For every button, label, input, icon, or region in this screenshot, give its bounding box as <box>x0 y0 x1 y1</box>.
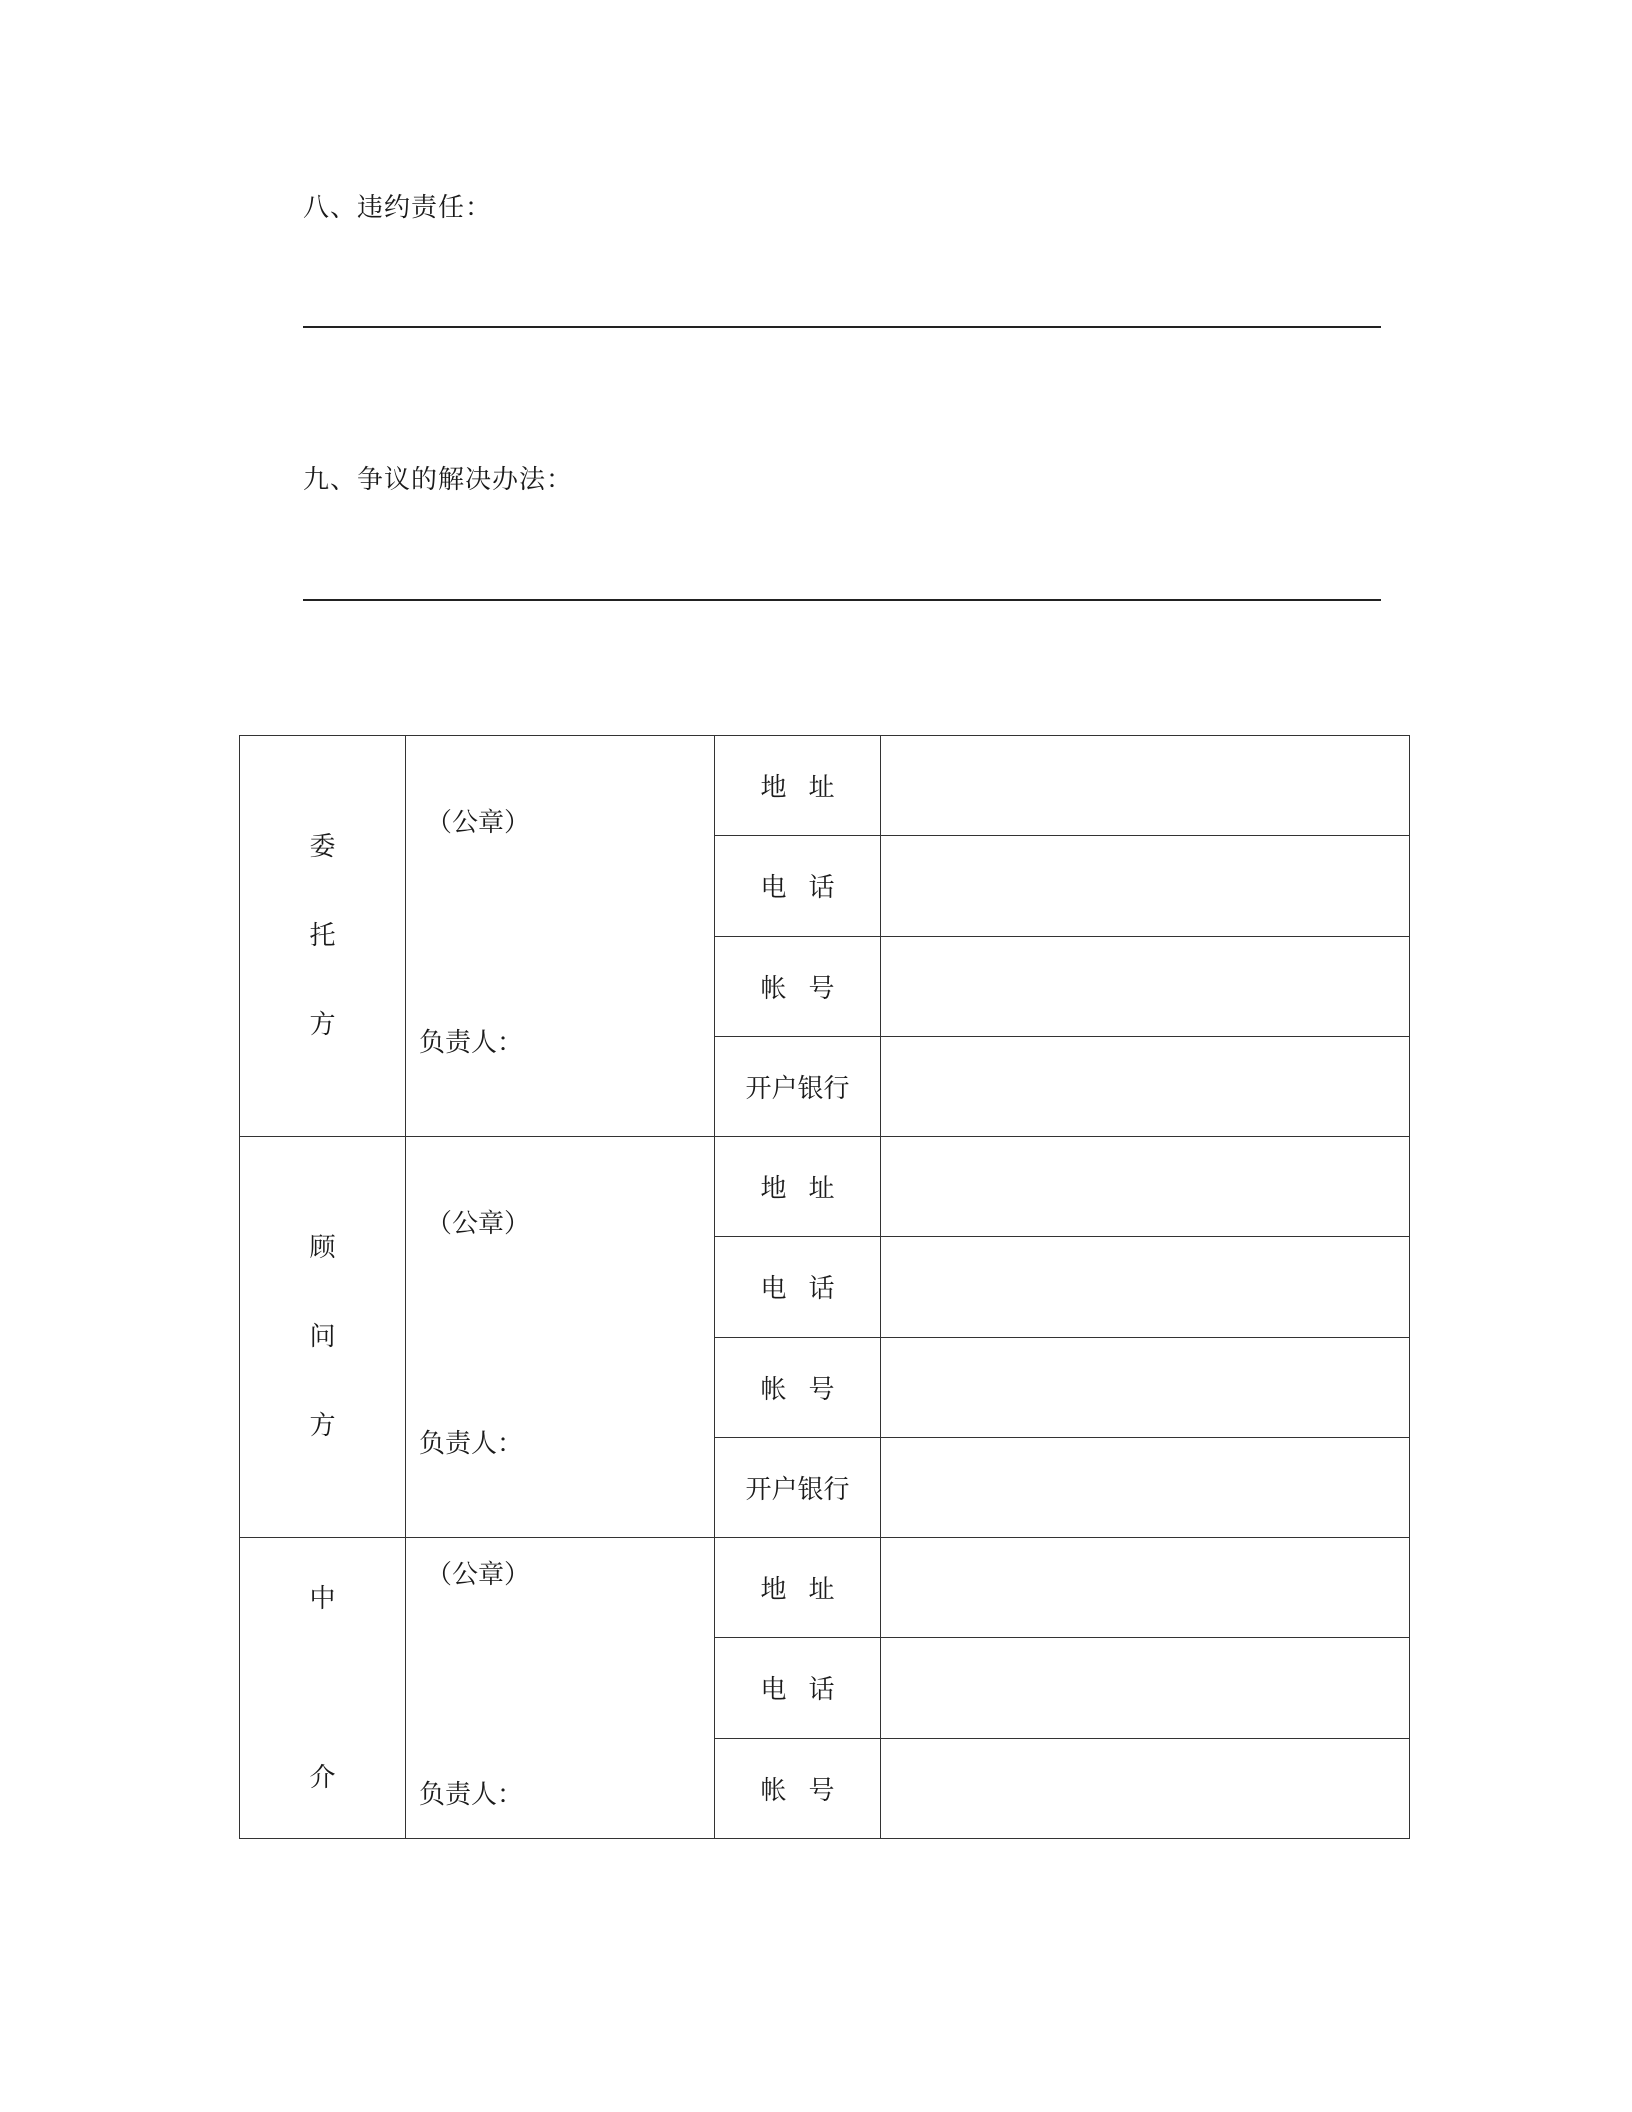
field-label-bank: 开户银行 <box>715 1036 881 1136</box>
field-label-address: 地址 <box>715 736 881 836</box>
party-name-char: 顾 <box>309 1233 336 1263</box>
responsible-person-label: 负责人： <box>419 1028 524 1058</box>
party-name-char: 介 <box>309 1762 336 1793</box>
field-value-account[interactable] <box>881 936 1410 1036</box>
seal-label: （公章） <box>426 808 531 838</box>
party-name-char: 托 <box>309 921 336 951</box>
party-name-char: 问 <box>309 1322 336 1352</box>
fill-in-line-breach[interactable] <box>303 326 1381 328</box>
field-label-account: 帐号 <box>715 1738 881 1838</box>
field-value-phone[interactable] <box>881 1237 1410 1337</box>
field-value-phone[interactable] <box>881 836 1410 936</box>
seal-label: （公章） <box>426 1560 531 1590</box>
field-label-phone: 电话 <box>715 1237 881 1337</box>
party-name-char: 方 <box>309 1411 336 1441</box>
table-row <box>240 736 1410 836</box>
signature-table <box>239 735 1410 1839</box>
field-value-address[interactable] <box>881 736 1410 836</box>
section-heading-breach-of-contract: 八、违约责任： <box>303 193 493 223</box>
section-heading-dispute-resolution: 九、争议的解决办法： <box>303 465 574 495</box>
responsible-person-label: 负责人： <box>419 1780 524 1810</box>
fill-in-line-dispute[interactable] <box>303 599 1381 601</box>
field-value-address[interactable] <box>881 1538 1410 1638</box>
field-label-account: 帐号 <box>715 936 881 1036</box>
party-name-cell-client <box>240 736 406 1137</box>
table-row <box>240 1137 1410 1237</box>
field-value-address[interactable] <box>881 1137 1410 1237</box>
field-label-account: 帐号 <box>715 1337 881 1437</box>
field-value-account[interactable] <box>881 1337 1410 1437</box>
field-label-address: 地址 <box>715 1137 881 1237</box>
table-row <box>240 1538 1410 1638</box>
responsible-person-label: 负责人： <box>419 1429 524 1459</box>
party-name-char: 中 <box>309 1583 336 1614</box>
seal-cell-client[interactable] <box>406 736 715 1137</box>
field-label-address: 地址 <box>715 1538 881 1638</box>
field-value-bank[interactable] <box>881 1036 1410 1136</box>
field-value-account[interactable] <box>881 1738 1410 1838</box>
party-name-char: 委 <box>309 832 336 862</box>
field-value-bank[interactable] <box>881 1437 1410 1537</box>
party-name-cell-consultant <box>240 1137 406 1538</box>
field-label-phone: 电话 <box>715 836 881 936</box>
seal-label: （公章） <box>426 1209 531 1239</box>
party-name-char: 方 <box>309 1010 336 1040</box>
party-name-cell-intermediary <box>240 1538 406 1839</box>
seal-cell-intermediary[interactable] <box>406 1538 715 1839</box>
seal-cell-consultant[interactable] <box>406 1137 715 1538</box>
field-value-phone[interactable] <box>881 1638 1410 1738</box>
field-label-bank: 开户银行 <box>715 1437 881 1537</box>
field-label-phone: 电话 <box>715 1638 881 1738</box>
